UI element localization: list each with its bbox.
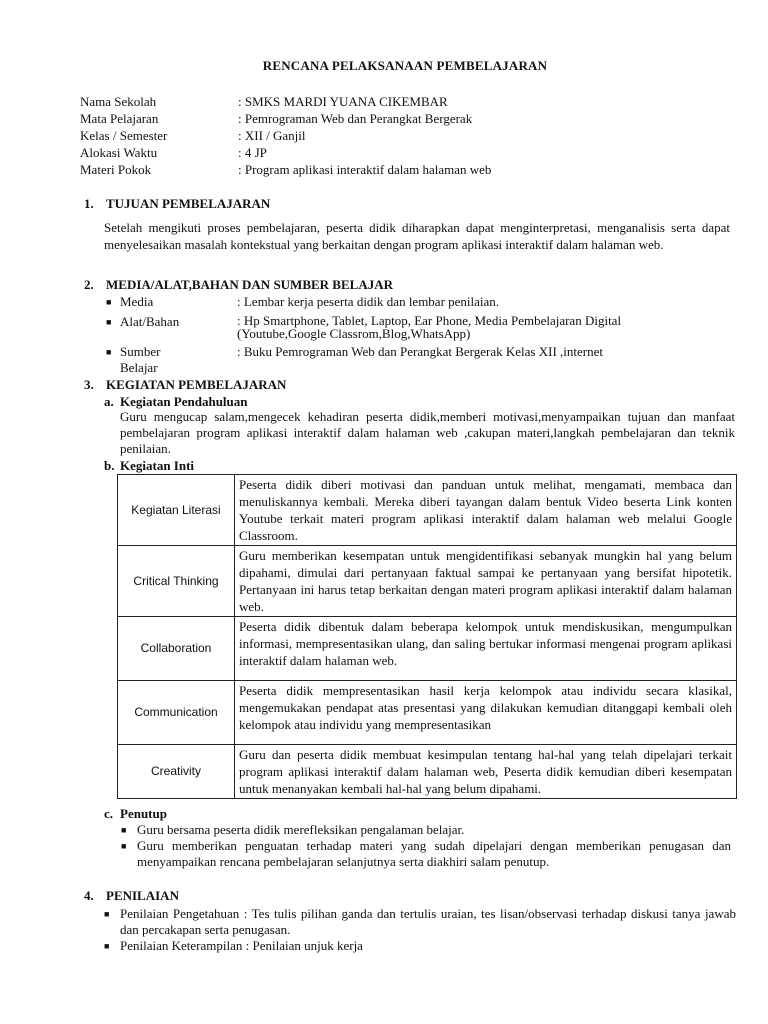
list-item xyxy=(121,822,731,838)
identity-key: Kelas / Semester xyxy=(80,128,168,143)
section-number: 4. xyxy=(84,888,94,903)
identity-row xyxy=(80,94,720,111)
activity-description: Guru dan peserta didik membuat kesimpulan tentang hal-hal yang telah dipelajari terkait program aplikasi interaktif dalam halaman web, Peserta didik kemudian diberi kesempatan untuk menanyakan kembali hal-hal yang belum dipahami. xyxy=(235,745,737,799)
identity-row xyxy=(80,145,720,162)
tujuan-paragraph: Setelah mengikuti proses pembelajaran, peserta didik diharapkan dapat menginterpretasi, menganalisis serta dapat menyelesaikan masalah kontekstual yang berkaitan dengan program aplikasi interaktif dalam halaman web. xyxy=(104,220,730,252)
subheading-penutup xyxy=(104,806,167,822)
media-key: Alat/Bahan xyxy=(120,314,180,329)
sub-title: Kegiatan Pendahuluan xyxy=(120,394,248,409)
identity-value: : 4 JP xyxy=(238,145,267,160)
subheading-pendahuluan xyxy=(104,394,248,410)
identity-block xyxy=(80,94,720,179)
table-row xyxy=(118,617,737,681)
identity-value: : Program aplikasi interaktif dalam halaman web xyxy=(238,162,492,177)
section-heading-penilaian xyxy=(84,888,179,904)
activity-label: Kegiatan Literasi xyxy=(118,475,235,546)
identity-row xyxy=(80,128,720,145)
section-title: TUJUAN PEMBELAJARAN xyxy=(106,196,271,211)
identity-value: : Pemrograman Web dan Perangkat Bergerak xyxy=(238,111,473,126)
list-item xyxy=(104,906,736,938)
list-item-text: Penilaian Pengetahuan : Tes tulis pilihan ganda dan tertulis uraian, tes lisan/observasi terhadap diskusi tanya jawab dan percakapan serta penugasan. xyxy=(120,906,736,937)
activity-description: Peserta didik diberi motivasi dan panduan untuk melihat, mengamati, membaca dan menuliskannya kembali. Mereka diberi tayangan dalam bentuk Video beserta Link konten Youtube terkait materi program aplikasi interaktif dalam halaman web melalui Google Classroom. xyxy=(235,475,737,546)
list-item-text: Penilaian Keterampilan : Penilaian unjuk kerja xyxy=(120,938,363,953)
media-value: : Buku Pemrograman Web dan Perangkat Bergerak Kelas XII ,internet xyxy=(237,344,603,359)
table-row xyxy=(118,681,737,745)
table-row xyxy=(118,745,737,799)
sub-title: Penutup xyxy=(120,806,167,821)
bullet-icon: ■ xyxy=(106,297,112,307)
document-title: RENCANA PELAKSANAAN PEMBELAJARAN xyxy=(262,58,548,73)
table-row xyxy=(118,546,737,617)
activity-label: Creativity xyxy=(118,745,235,799)
section-title: KEGIATAN PEMBELAJARAN xyxy=(106,377,287,392)
list-item-text: Guru memberikan penguatan terhadap materi yang sudah dipelajari dengan memberikan penugasan dan menyampaikan rencana pembelajaran selanjutnya serta diakhiri salam penutup. xyxy=(137,838,731,869)
section-number: 1. xyxy=(84,196,94,211)
identity-value: : XII / Ganjil xyxy=(238,128,306,143)
activity-label: Collaboration xyxy=(118,617,235,681)
identity-value: : SMKS MARDI YUANA CIKEMBAR xyxy=(238,94,448,109)
identity-row xyxy=(80,111,720,128)
media-value: : Hp Smartphone, Tablet, Laptop, Ear Phone, Media Pembelajaran Digital (Youtube,Google Classrom,Blog,WhatsApp) xyxy=(237,313,622,341)
bullet-icon: ■ xyxy=(121,841,127,851)
sub-letter: a. xyxy=(104,394,114,409)
activity-description: Guru memberikan kesempatan untuk mengidentifikasi sebanyak mungkin hal yang belum dipahami, dimulai dari pertanyaan faktual sampai ke pertanyaan yang bersifat hipotetik. Pertanyaan ini harus tetap berkaitan dengan materi program aplikasi interaktif dalam halaman web. xyxy=(235,546,737,617)
activity-description: Peserta didik mempresentasikan hasil kerja kelompok atau individu secara klasikal, mengemukakan pendapat atas presentasi yang dilakukan kemudian ditanggapi kembali oleh kelompok atau individu yang mempresentasikan xyxy=(235,681,737,745)
subheading-inti xyxy=(104,458,194,474)
section-number: 2. xyxy=(84,277,94,292)
bullet-icon: ■ xyxy=(104,941,110,951)
identity-key: Materi Pokok xyxy=(80,162,152,177)
media-key: Media xyxy=(120,294,154,309)
penilaian-list xyxy=(104,906,736,954)
list-item xyxy=(121,838,731,870)
bullet-icon: ■ xyxy=(106,317,112,327)
section-number: 3. xyxy=(84,377,94,392)
media-key: Sumber Belajar xyxy=(120,344,161,375)
activity-label: Communication xyxy=(118,681,235,745)
section-heading-media xyxy=(84,277,393,293)
identity-key: Alokasi Waktu xyxy=(80,145,158,160)
section-heading-kegiatan xyxy=(84,377,286,393)
activity-description: Peserta didik dibentuk dalam beberapa kelompok untuk mendiskusikan, mengumpulkan informasi, mempresentasikan ulang, dan saling bertukar informasi mengenai program aplikasi interaktif dalam halaman web. xyxy=(235,617,737,681)
section-heading-tujuan xyxy=(84,196,270,212)
identity-key: Nama Sekolah xyxy=(80,94,157,109)
activity-label: Critical Thinking xyxy=(118,546,235,617)
section-title: PENILAIAN xyxy=(106,888,179,903)
bullet-icon: ■ xyxy=(104,909,110,919)
penutup-list xyxy=(121,822,731,870)
identity-row xyxy=(80,162,720,179)
sub-title: Kegiatan Inti xyxy=(120,458,195,473)
list-item xyxy=(104,938,736,954)
sub-letter: c. xyxy=(104,806,114,821)
section-title: MEDIA/ALAT,BAHAN DAN SUMBER BELAJAR xyxy=(106,277,393,292)
sub-letter: b. xyxy=(104,458,115,473)
bullet-icon: ■ xyxy=(121,825,127,835)
list-item-text: Guru bersama peserta didik merefleksikan pengalaman belajar. xyxy=(137,822,465,837)
table-row xyxy=(118,475,737,546)
kegiatan-inti-table xyxy=(117,474,737,799)
identity-key: Mata Pelajaran xyxy=(80,111,159,126)
media-value: : Lembar kerja peserta didik dan lembar penilaian. xyxy=(237,294,500,309)
bullet-icon: ■ xyxy=(106,347,112,357)
pendahuluan-paragraph: Guru mengucap salam,mengecek kehadiran peserta didik,memberi motivasi,menyampaikan tujuan dan manfaat pembelajaran program aplikasi interaktif dalam halaman web ,cakupan materi,langkah pembelajaran dan teknik penilaian. xyxy=(120,409,735,456)
